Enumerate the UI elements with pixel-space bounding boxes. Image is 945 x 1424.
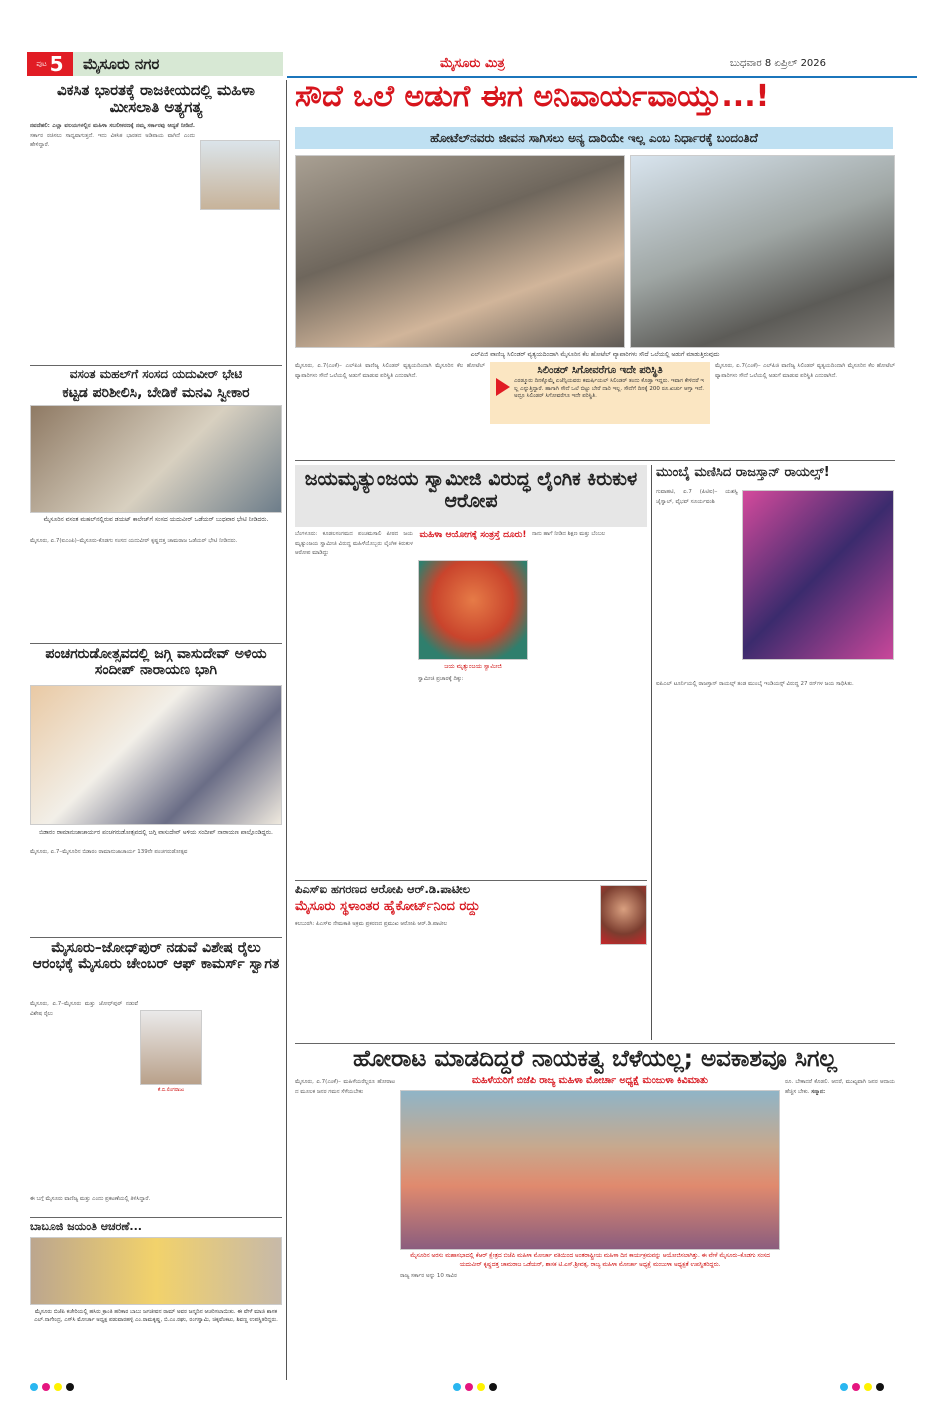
psi-headline-1: ಪಿಎಸ್‌ಐ ಹಗರಣದ ಆರೋಪಿ ಆರ್.ಡಿ.ಪಾಟೀಲ	[295, 882, 471, 896]
swamiji-photo-caption: ಜಯ ಮೃತ್ಯುಂಜಯ ಸ್ವಾಮೀಜಿ	[444, 663, 502, 670]
page-number-badge	[27, 52, 73, 76]
left-headline-5: ಬಾಬೂಜಿ ಜಯಂತಿ ಆಚರಣೆ...	[30, 1220, 142, 1233]
lead-text-col3: ಮೈಸೂರು, ಏ.7(ಎಂಕೆ)– ಎಲ್‌ಪಿಜಿ ವಾಣಿಜ್ಯ ಸಿಲಿಂಡರ್ ವ್ಯತ್ಯಯದಿಂದಾಗಿ ಮೈಸೂರಿನ ಕೆಲ ಹೋಟೆಲ್ ವ್ಯಾಪಾರಿಗಳು ಸೌದೆ ಒಲೆಯಲ್ಲಿ ಅಡುಗೆ ಮಾಡುವ ಪರಿಸ್ಥಿತಿ ಎದುರಾಗಿದೆ.	[715, 363, 895, 379]
cylinder-box-text: ಎರಡ್ಮೂರು ದಿನಕ್ಕೊಮ್ಮೆ ಏಜೆನ್ಸಿಯವರು ಕಮರ್ಷಿಯಲ್ ಸಿಲಿಂಡರ್ ತಂದು ಕೊಡ್ತಾ ಇದ್ದರು. ಇವಾಗ ಕೇಳಿದರೆ ಇಲ್ಲ ಎನ್ನುತ್ತಿದ್ದಾರೆ. ಹಾಗಾಗಿ ಸೌದೆ ಒಲೆ ಬಿಟ್ಟು ಬೇರೆ ದಾರಿ ಇಲ್ಲ. ಸೌದೆಗೆ ದಿನಕ್ಕೆ 200 ರೂ.ಖರ್ಚು ಆಗ್ತಾ ಇದೆ. ಅದ್ರೂ ಸಿಲಿಂಡರ್ ಸಿಗೋವರೆಗೂ ಇದೇ ಪರಿಸ್ಥಿತಿ.	[514, 378, 704, 399]
cylinder-box-title: ಸಿಲಿಂಡರ್ ಸಿಗೋವರೆಗೂ ಇದೇ ಪರಿಸ್ಥಿತಿ	[537, 365, 663, 376]
photo-caption: ಬಿಡಾರಂ ರಾಮಾನುಜಾಚಾರ್ಯರ ಪಂಚಗರುಡೋತ್ಸವದಲ್ಲಿ ಜಗ್ಗಿ ವಾಸುದೇವ್ ಅಳಿಯ ಸಂದೀಪ್ ನಾರಾಯಣ ಪಾಲ್ಗೊಂಡಿದ್ದರು.	[39, 829, 273, 836]
column-divider	[286, 80, 287, 1380]
protest-photo	[400, 1090, 780, 1250]
column-divider	[651, 465, 652, 1040]
section-title: ಮೈಸೂರು ನಗರ	[73, 52, 283, 76]
portrait-photo	[140, 1010, 202, 1085]
lead-text-col1: ಮೈಸೂರು, ಏ.7(ಎಂಕೆ)– ಎಲ್‌ಪಿಜಿ ವಾಣಿಜ್ಯ ಸಿಲಿಂಡರ್ ವ್ಯತ್ಯಯದಿಂದಾಗಿ ಮೈಸೂರಿನ ಕೆಲ ಹೋಟೆಲ್ ವ್ಯಾಪಾರಿಗಳು ಸೌದೆ ಒಲೆಯಲ್ಲಿ ಅಡುಗೆ ಮಾಡುವ ಪರಿಸ್ಥಿತಿ ಎದುರಾಗಿದೆ.	[295, 363, 485, 379]
cricket-headline: ಮುಂಬೈ ಮಣಿಸಿದ ರಾಜಸ್ತಾನ್ ರಾಯಲ್ಸ್!	[656, 465, 830, 480]
photo-caption: ಮೈಸೂರು ಬಿಜೆಪಿ ಕಚೇರಿಯಲ್ಲಿ ಹಸಿರು ಕ್ರಾಂತಿ ಹರಿಕಾರ ಬಾಬು ಜಗಜೀವನ ರಾಮ್ ಅವರ ಜನ್ಮದಿನ ಆಚರಿಸಲಾಯಿತು. ಈ ವೇಳೆ ಮಾಜಿ ಶಾಸಕ ಎಲ್.ನಾಗೇಂದ್ರ, ಎಸ್‌ಸಿ ಮೋರ್ಚಾ ಅಧ್ಯಕ್ಷ ಪಡುವಾರಹಳ್ಳಿ ಎಂ.ರಾಮಕೃಷ್ಣ, ಬಿ.ಎಂ.ರಘು, ರಂಗಸ್ವಾಮಿ, ಚಿಕ್ಕವೆಂಕಟು, ಶಿವಣ್ಣ ಉಪಸ್ಥಿತರಿದ್ದರು.	[34, 1309, 278, 1323]
swamiji-text-col1: ಬೆಂಗಳೂರು: ಕೂಡಲಸಂಗಮದ ಪಂಚಮಸಾಲಿ ಪೀಠದ ಜಯಮೃತ್ಯುಂಜಯ ಸ್ವಾಮೀಜಿ ವಿರುದ್ಧ ಮಹಿಳೆಯೊಬ್ಬರು ಲೈಂಗಿಕ ಕಿರುಕುಳ ಆರೋಪ ಮಾಡಿದ್ದು	[295, 531, 413, 556]
protest-subhead: ಮಹಿಳೆಯರಿಗೆ ಬಿಜೆಪಿ ರಾಜ್ಯ ಮಹಿಳಾ ಮೋರ್ಚಾ ಅಧ್ಯಕ್ಷೆ ಮಂಜುಳಾ ಕಿವಿಮಾತು	[471, 1075, 709, 1086]
subheading: ಸನ್ಮಾನ:	[811, 1088, 826, 1095]
protest-text-right	[785, 1078, 895, 1373]
masthead: ಮೈಸೂರು ಮಿತ್ರ	[440, 56, 505, 71]
left-headline-2a: ವಸಂತ ಮಹಲ್‌ಗೆ ಸಂಸದ ಯದುವೀರ್ ಭೇಟಿ	[69, 367, 243, 381]
left-article-3-text: ಮೈಸೂರು, ಏ.7–ಮೈಸೂರಿನ ಬಿಡಾರಂ ರಾಮಾನುಜಾಚಾರ್ಯ 139ನೇ ಪಂಚಗರುಡೋತ್ಸವ	[30, 849, 188, 855]
left-headline-2b: ಕಟ್ಟಡ ಪರಿಶೀಲಿಸಿ, ಬೇಡಿಕೆ ಮನವಿ ಸ್ವೀಕಾರ	[62, 385, 250, 401]
registration-dots	[30, 1383, 74, 1391]
swamiji-inset-title: ಮಹಿಳಾ ಆಯೋಗಕ್ಕೆ ಸಂತ್ರಸ್ತೆ ದೂರು!	[419, 530, 527, 540]
left-article-4-text: ಮೈಸೂರು, ಏ.7–ಮೈಸೂರು ಮತ್ತು ಜೋಧ್‌ಪುರ್ ನಡುವೆ ವಿಶೇಷ ರೈಲು	[30, 1001, 138, 1017]
left-headline-1: ವಿಕಸಿತ ಭಾರತಕ್ಕೆ ರಾಜಕೀಯದಲ್ಲಿ ಮಹಿಳಾ ಮೀಸಲಾತಿ ಅತ್ಯಗತ್ಯ	[57, 81, 255, 117]
jayanti-photo	[30, 1237, 282, 1305]
divider	[30, 643, 282, 644]
divider	[295, 1043, 895, 1044]
lead-subhead: ಹೋಟೆಲ್‌ನವರು ಜೀವನ ಸಾಗಿಸಲು ಅನ್ಯ ದಾರಿಯೇ ಇಲ್ಲ ಎಂಬ ನಿರ್ಧಾರಕ್ಕೆ ಬಂದಂತಿದೆ	[295, 127, 893, 149]
issue-date: ಬುಧವಾರ 8 ಏಪ್ರಿಲ್ 2026	[730, 58, 827, 69]
swamiji-photo	[418, 560, 528, 660]
left-article-1-text	[30, 122, 195, 360]
psi-text: ಕಲಬುರಗಿ: ಪಿಎಸ್‌ಐ ನೇಮಕಾತಿ ಅಕ್ರಮ ಪ್ರಕರಣದ ಪ್ರಮುಖ ಆರೋಪಿ ಆರ್.ಡಿ.ಪಾಟೀಲ	[295, 921, 448, 927]
divider	[295, 460, 895, 461]
left-headline-4: ಮೈಸೂರು–ಜೋಧ್‌ಪುರ್ ನಡುವೆ ವಿಶೇಷ ರೈಲು ಆರಂಭಕ್ಕೆ ಮೈಸೂರು ಚೇಂಬರ್ ಆಫ್ ಕಾಮರ್ಸ್ ಸ್ವಾಗತ	[32, 940, 280, 973]
left-article-2-text: ಮೈಸೂರು, ಏ.7(ಐಎಂಪಿ)–ಮೈಸೂರು-ಕೊಡಗು ಸಂಸದ ಯದುವೀರ್ ಕೃಷ್ಣದತ್ತ ಚಾಮರಾಜ ಒಡೆಯರ್ ಭೇಟಿ ನೀಡಿದರು.	[30, 538, 238, 544]
protest-photo-caption: ಮೈಸೂರಿನ ಅರಸು ಮಹಾಸಭಾದಲ್ಲಿ ಕೆಆರ್ ಕ್ಷೇತ್ರದ ಬಿಜೆಪಿ ಮಹಿಳಾ ಮೋರ್ಚಾ ವತಿಯಿಂದ ಅಂತರಾಷ್ಟ್ರೀಯ ಮಹಿಳಾ ದಿನ ಕಾರ್ಯಕ್ರಮವನ್ನು ಆಯೋಜಿಸಲಾಗಿತ್ತು. ಈ ವೇಳೆ ಮೈಸೂರು–ಕೊಡಗು ಸಂಸದ ಯದುವೀರ್ ಕೃಷ್ಣದತ್ತ ಚಾಮರಾಜ ಒಡೆಯರ್, ಶಾಸಕ ಟಿ.ಎಸ್.ಶ್ರೀವತ್ಸ, ರಾಜ್ಯ ಮಹಿಳಾ ಮೋರ್ಚಾ ಅಧ್ಯಕ್ಷೆ ಮಂಜುಳಾ ಅಧ್ಯಕ್ಷತೆ ಉಪಸ್ಥಿತರಿದ್ದರು.	[410, 1253, 770, 1268]
psi-headline-2: ಮೈಸೂರು ಸ್ಥಳಾಂತರ ಹೈಕೋರ್ಟ್‌ನಿಂದ ರದ್ದು	[295, 899, 480, 914]
portrait-name: ಕೆ.ಬಿ.ಲಿಂಗರಾಜು	[157, 1087, 185, 1093]
registration-dots	[840, 1383, 884, 1391]
cricket-text-col1: ಗುವಾಹಟಿ, ಏ.7 (ಪಿಟಿಐ)– ಯಶಸ್ವಿ ಜೈಸ್ವಾಲ್, ವೈಭವ್ ಸೂರ್ಯವಂಶಿ	[656, 489, 738, 505]
protest-text-col1: ಮೈಸೂರು, ಏ.7(ಎಂಕೆ)– ಮಹಿಳೆಯರೆಲ್ಲರೂ ಹೋರಾಟದ ಮೂಲಕ ಜನರ ಗಮನ ಸೆಳೆಯಬೇಕು	[295, 1079, 395, 1095]
meeting-photo	[30, 405, 282, 513]
page-label: ಪುಟ	[36, 59, 47, 68]
article-body: ಸರ್ಕಾರ ರಚಿಸಲು ಸಾಧ್ಯವಾಗುತ್ತದೆ. ಇದು ವಿಕಸಿತ ಭಾರತದ ಅಡಿಪಾಯ ವಾಗಿದೆ ಎಂದು ಹೇಳಿದ್ದಾರೆ.	[30, 132, 195, 148]
article-body: ರೂ. ಬೇಕಾದರೆ ಕೊಡಲಿ. ಆದರೆ, ಮುಖ್ಯವಾಗಿ ಜನರ ಆದಾಯ ಹೆಚ್ಚಿಸ ಬೇಕು.	[785, 1079, 895, 1095]
registration-dots	[453, 1383, 497, 1391]
cricket-text: ಐಪಿಎಲ್ ಟೂರ್ನಿಯಲ್ಲಿ ರಾಜಸ್ತಾನ್ ರಾಯಲ್ಸ್ ತಂಡ ಮುಂಬೈ ಇಂಡಿಯನ್ಸ್ ವಿರುದ್ಧ 27 ರನ್‌ಗಳ ಜಯ ಸಾಧಿಸಿತು.	[656, 681, 854, 687]
lead-photo-2	[630, 155, 895, 348]
swamiji-text-col3: ನಾನು ಹಾಗೆ ನೀಡಿದ ಶಿಕ್ಷಣ ಮತ್ತು ಬೆಂಬಲ	[532, 531, 606, 537]
divider	[30, 1217, 282, 1218]
left-headline-3: ಪಂಚಗರುಡೋತ್ಸವದಲ್ಲಿ ಜಗ್ಗಿ ವಾಸುದೇವ್ ಅಳಿಯ ಸಂದೀಪ್ ನಾರಾಯಣ ಭಾಗಿ	[45, 646, 267, 679]
cricket-photo	[742, 490, 894, 660]
left-article-4-end: ಈ ಬಗ್ಗೆ ಮೈಸೂರು ವಾಣಿಜ್ಯ ಮತ್ತು ಎಂದು ಪ್ರಕಟಣೆಯಲ್ಲಿ ತಿಳಿಸಿದ್ದಾರೆ.	[30, 1196, 151, 1202]
event-photo	[30, 685, 282, 825]
protest-text-bottom: ರಾಜ್ಯ ಸರ್ಕಾರ ಅನ್ನು 10 ಸಾವಿರ	[400, 1273, 457, 1279]
divider	[30, 937, 282, 938]
cylinder-box	[490, 362, 710, 424]
dateline: ನವದೆಹಲಿ: ಎಲ್ಲಾ ವಲಯಗಳಲ್ಲಿನ ಮಹಿಳಾ ಸಬಲೀಕರಣಕ್ಕೆ ನಮ್ಮ ಸರ್ಕಾರವು ಆದ್ಯತೆ ನೀಡಿದೆ.	[30, 123, 195, 129]
swamiji-text-col2: ಸ್ವಾಮೀಜಿ ಪ್ರಚಾರಕ್ಕೆ ದಿಕ್ಕು:	[418, 676, 464, 682]
swamiji-headline: ಜಯಮೃತ್ಯುಂಜಯ ಸ್ವಾಮೀಜಿ ವಿರುದ್ಧ ಲೈಂಗಿಕ ಕಿರುಕುಳ ಆರೋಪ	[304, 468, 638, 512]
protest-headline: ಹೋರಾಟ ಮಾಡದಿದ್ದರೆ ನಾಯಕತ್ವ ಬೆಳೆಯಲ್ಲ; ಅವಕಾಶವೂ ಸಿಗಲ್ಲ	[352, 1046, 838, 1072]
photo-caption: ಮೈಸೂರಿನ ವಸಂತ ಮಹಲ್‌ನಲ್ಲಿರುವ ಡಯಟ್ ಕಾಲೇಜ್‌ಗೆ ಸಂಸದ ಯದುವೀರ್ ಒಡೆಯರ್ ಬುಧವಾರ ಭೇಟಿ ನೀಡಿದರು.	[43, 516, 269, 523]
divider	[295, 880, 647, 881]
header-rule	[287, 76, 917, 78]
page-number: 5	[49, 52, 64, 76]
lead-photo-caption: ಎಲ್‌ಪಿಜಿ ವಾಣಿಜ್ಯ ಸಿಲಿಂಡರ್ ವ್ಯತ್ಯಯದಿಂದಾಗಿ ಮೈಸೂರಿನ ಕೆಲ ಹೋಟೆಲ್ ವ್ಯಾಪಾರಿಗಳು ಸೌದೆ ಒಲೆಯಲ್ಲಿ ಅಡುಗೆ ಮಾಡುತ್ತಿರುವುದು	[470, 351, 720, 358]
lead-headline: ಸೌದೆ ಒಲೆ ಅಡುಗೆ ಈಗ ಅನಿವಾರ್ಯವಾಯ್ತು...!	[295, 79, 770, 114]
swamiji-headline-box	[295, 465, 647, 527]
modi-photo	[200, 140, 280, 210]
arrow-icon	[496, 378, 510, 396]
lead-photo-1	[295, 155, 625, 348]
divider	[30, 365, 282, 366]
